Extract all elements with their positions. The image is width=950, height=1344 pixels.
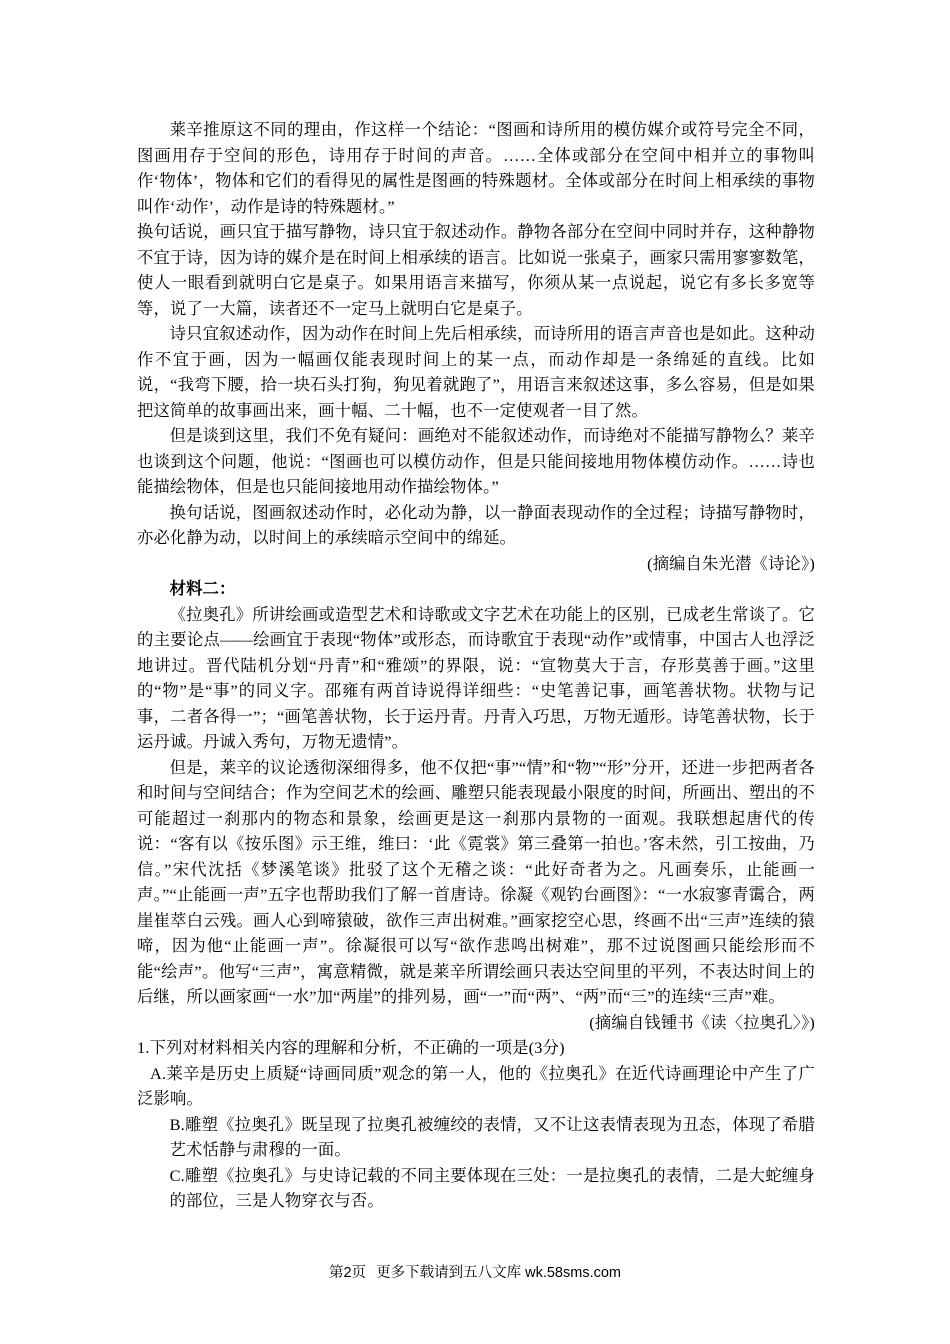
page-number: 第2页	[328, 1265, 367, 1281]
material1-paragraph-1: 莱辛推原这不同的理由，作这样一个结论：“图画和诗所用的模仿媒介或符号完全不同，图画用存于空间的形色，诗用存于时间的声音。……全体或部分在空间中相并立的事物叫作‘物体’，物体和它们的看得见的属性是图画的特殊题材。全体或部分在时间上相承续的事物叫作‘动作’，动作是诗的特殊题材。”	[137, 120, 815, 216]
material1-paragraph-5: 换句话说，图画叙述动作时，必化动为静，以一静面表现动作的全过程；诗描写静物时，亦必化静为动，以时间上的承续暗示空间中的绵延。	[137, 502, 815, 547]
material2-paragraph-2: 但是，莱辛的议论透彻深细得多，他不仅把“事”“情”和“物”“形”分开，还进一步把两者各和时间与空间结合；作为空间艺术的绘画、雕塑只能表现最小限度的时间，所画出、塑出的不可能超过一刹那内的物态和景象，绘画更是这一刹那内景物的一面观。我联想起唐代的传说：“客有以《按乐图》示王维，维曰：‘此《霓裳》第三叠第一拍也。’客未然，引工按曲，乃信。”宋代沈括《梦溪笔谈》批驳了这个无稽之谈：“此好奇者为之。凡画奏乐，止能画一声。”“止能画一声”五字也帮助我们了解一首唐诗。徐凝《观钓台画图》：“一水寂寥青霭合，两崖崔萃白云残。画人心到啼猿破，欲作三声出树难。”画家挖空心思，终画不出“三声”连续的猿啼，因为他“止能画一声”。徐凝很可以写“欲作悲鸣出树难”，那不过说图画只能绘形而不能“绘声”。他写“三声”，寓意精微，就是莱辛所谓绘画只表达空间里的平列，不表达时间上的后继，所以画家画“一水”加“两崖”的排列易，画“一”而“两”、“两”而“三”的连续“三声”难。	[137, 757, 815, 1006]
download-note: 更多下载请到五八文库 wk.58sms.com	[376, 1265, 621, 1281]
document-body	[137, 117, 815, 1214]
material1-paragraph-4: 但是谈到这里，我们不免有疑问：画绝对不能叙述动作，而诗绝对不能描写静物么？莱辛也谈到这个问题，他说：“图画也可以模仿动作，但是只能间接地用物体模仿动作。……诗也能描绘物体，但是也只能间接地用动作描绘物体。”	[137, 426, 815, 496]
material1-paragraph-2: 换句话说，画只宜于描写静物，诗只宜于叙述动作。静物各部分在空间中同时并存，这种静物不宜于诗，因为诗的媒介是在时间上相承续的语言。比如说一张桌子，画家只需用寥寥数笔，使人一眼看到就明白它是桌子。如果用语言来描写，你须从某一点说起，说它有多长多宽等等，说了一大篇，读者还不一定马上就明白它是桌子。	[137, 222, 815, 318]
material2-paragraph-1: 《拉奥孔》所讲绘画或造型艺术和诗歌或文字艺术在功能上的区别，已成老生常谈了。它的主要论点——绘画宜于表现“物体”或形态，而诗歌宜于表现“动作”或情事，中国古人也浮泛地讲过。晋代陆机分划“丹青”和“雅颂”的界限，说：“宣物莫大于言，存形莫善于画。”这里的“物”是“事”的同义字。邵雍有两首诗说得详细些：“史笔善记事，画笔善状物。状物与记事，二者各得一”；“画笔善状物，长于运丹青。丹青入巧思，万物无遁形。诗笔善状物，长于运丹诚。丹诚入秀句，万物无遗情”。	[137, 604, 815, 751]
question1-stem: 1.下列对材料相关内容的理解和分析，不正确的一项是(3分)	[137, 1038, 565, 1057]
material2-attribution: (摘编自钱锺书《读〈拉奥孔〉》)	[589, 1012, 815, 1032]
question1-option-c: C.雕塑《拉奥孔》与史诗记载的不同主要体现在三处：一是拉奥孔的表情，二是大蛇缠身的部位，三是人物穿衣与否。	[169, 1165, 815, 1210]
question1-option-b: B.雕塑《拉奥孔》既呈现了拉奥孔被缠绞的表情，又不让这表情表现为丑态，体现了希腊艺术恬静与肃穆的一面。	[169, 1114, 815, 1159]
page-footer	[0, 1261, 950, 1282]
question1-option-a: A.莱辛是历史上质疑“诗画同质”观念的第一人，他的《拉奥孔》在近代诗画理论中产生了广泛影响。	[137, 1063, 815, 1108]
material2-heading: 材料二：	[169, 579, 236, 598]
material1-paragraph-3: 诗只宜叙述动作，因为动作在时间上先后相承续，而诗所用的语言声音也是如此。这种动作不宜于画，因为一幅画仅能表现时间上的某一点，而动作却是一条绵延的直线。比如说，“我弯下腰，拾一块石头打狗，狗见着就跑了”，用语言来叙述这事，多么容易，但是如果把这简单的故事画出来，画十幅、二十幅，也不一定使观者一目了然。	[137, 324, 815, 420]
material1-attribution: (摘编自朱光潜《诗论》)	[647, 553, 815, 573]
